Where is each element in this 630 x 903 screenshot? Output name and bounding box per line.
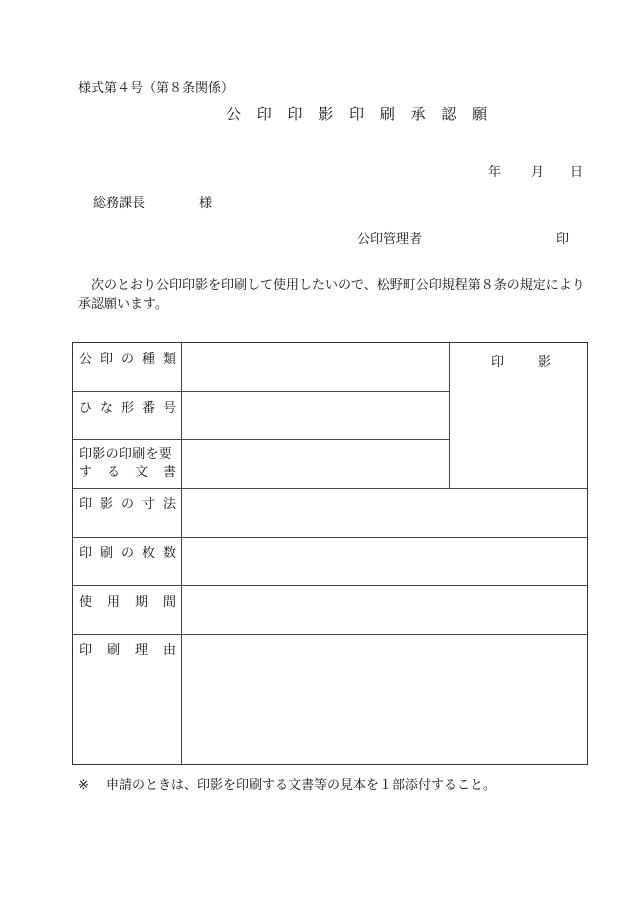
row-label-target-document-line2: する文書 (79, 465, 176, 480)
row-divider-2 (73, 439, 449, 440)
label-column-divider (181, 343, 182, 764)
row-label-template-number: ひな形番号 (79, 401, 176, 416)
row-label-usage-period: 使用期間 (79, 595, 176, 610)
date-year-label: 年 (488, 165, 502, 180)
footnote-text: 申請のときは、印影を印刷する文書等の見本を１部添付すること。 (106, 778, 497, 793)
footnote-mark: ※ (78, 778, 89, 793)
document-title: 公 印 印 影 印 刷 承 認 願 (226, 105, 493, 123)
request-body-text: 次のとおり公印印影を印刷して使用したいので、松野町公印規程第８条の規定により承認願います。 (78, 278, 585, 312)
row-divider-1 (181, 391, 449, 392)
row-divider-5 (73, 585, 587, 586)
applicant-label: 公印管理者 (357, 232, 423, 247)
row-divider-3 (73, 488, 587, 489)
application-form-table (72, 342, 588, 765)
row-label-print-count: 印刷の枚数 (79, 546, 176, 561)
footnote (78, 774, 496, 793)
row-label-impression-size: 印影の寸法 (79, 497, 176, 512)
stamp-impression-header (491, 351, 551, 370)
applicant-seal-mark: 印 (556, 232, 570, 247)
stamp-header-char-1: 印 (491, 355, 505, 370)
row-divider-4 (73, 537, 587, 538)
row-divider-1-label (73, 391, 181, 392)
addressee-honorific: 様 (199, 196, 213, 211)
form-number: 様式第４号（第８条関係） (78, 81, 235, 96)
row-label-target-document (79, 446, 176, 482)
date-month-label: 月 (531, 165, 545, 180)
stamp-column-divider (449, 343, 450, 488)
addressee-name: 総務課長 (93, 196, 146, 211)
stamp-header-char-2: 影 (538, 355, 552, 370)
row-label-print-reason: 印刷理由 (79, 643, 176, 658)
row-divider-6 (73, 634, 587, 635)
row-label-seal-type: 公印の種類 (79, 352, 176, 367)
row-label-target-document-line1: 印影の印刷を要 (79, 447, 173, 462)
date-day-label: 日 (570, 165, 584, 180)
